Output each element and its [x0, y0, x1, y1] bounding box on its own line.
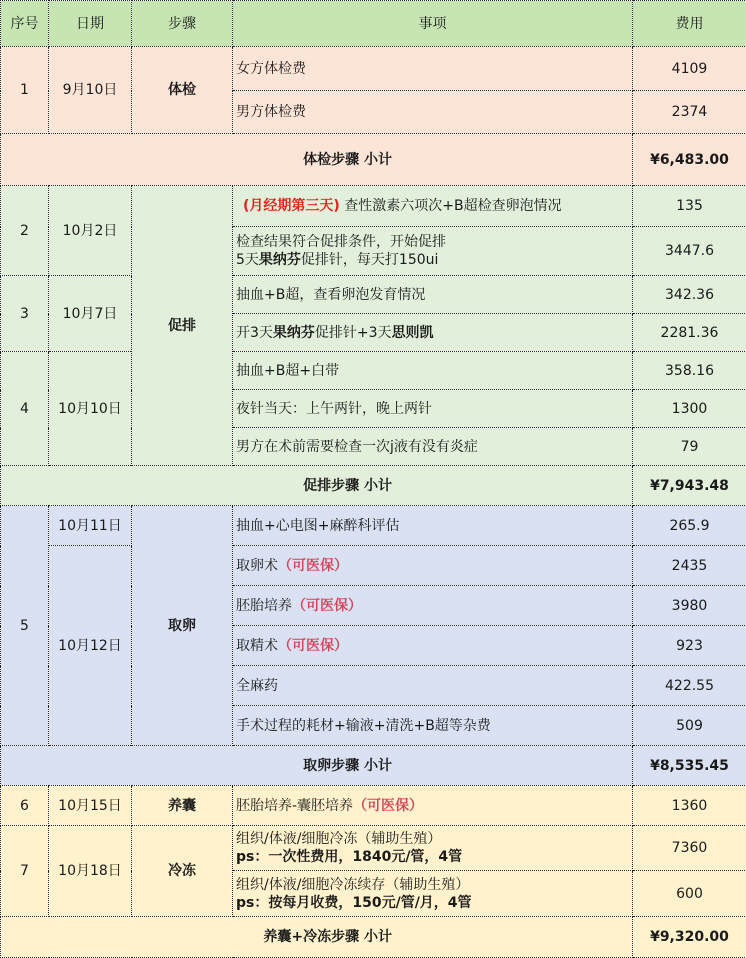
- cost-cell[interactable]: 422.55: [633, 666, 746, 706]
- subtotal-value[interactable]: ¥9,320.00: [633, 917, 746, 958]
- subtotal-label[interactable]: 养囊+冷冻步骤 小计: [1, 917, 633, 958]
- header-row: [1, 1, 746, 47]
- insurance-tag: （可医保）: [278, 637, 348, 654]
- date-cell[interactable]: 10月11日: [49, 506, 132, 546]
- cost-cell[interactable]: 3447.6: [633, 227, 746, 276]
- item-cell[interactable]: 胚胎培养-囊胚培养（可医保）: [233, 786, 633, 826]
- step-cell[interactable]: 促排: [132, 186, 233, 466]
- item-cell[interactable]: 手术过程的耗材+输液+清洗+B超等杂费: [233, 706, 633, 746]
- item-cell[interactable]: 抽血+心电图+麻醉科评估: [233, 506, 633, 546]
- subtotal-value[interactable]: ¥7,943.48: [633, 466, 746, 506]
- item-cell[interactable]: 检查结果符合促排条件，开始促排 5天果纳芬促排针，每天打150ui: [233, 227, 633, 276]
- cost-cell[interactable]: 1300: [633, 390, 746, 428]
- table-row: [1, 47, 746, 91]
- cost-cell[interactable]: 358.16: [633, 352, 746, 390]
- seq-cell[interactable]: 6: [1, 786, 49, 826]
- menstrual-note: (月经期第三天): [243, 198, 340, 214]
- subtotal-row: [1, 466, 746, 506]
- table-row: [1, 546, 746, 586]
- table-row: [1, 786, 746, 826]
- cost-cell[interactable]: 135: [633, 186, 746, 227]
- item-cell[interactable]: 组织/体液/细胞冷冻续存（辅助生殖） ps：按每月收费，150元/管/月，4管: [233, 871, 633, 917]
- seq-cell[interactable]: 1: [1, 47, 49, 134]
- item-cell[interactable]: (月经期第三天) 查性激素六项次+B超检查卵泡情况: [233, 186, 633, 227]
- item-cell[interactable]: 抽血+B超，查看卵泡发育情况: [233, 276, 633, 314]
- item-cell[interactable]: 女方体检费: [233, 47, 633, 91]
- cost-cell[interactable]: 600: [633, 871, 746, 917]
- item-cell[interactable]: 全麻药: [233, 666, 633, 706]
- cost-cell[interactable]: 265.9: [633, 506, 746, 546]
- step-cell[interactable]: 体检: [132, 47, 233, 134]
- date-cell[interactable]: 10月7日: [49, 276, 132, 352]
- seq-cell[interactable]: 5: [1, 506, 49, 746]
- step-cell[interactable]: 养囊: [132, 786, 233, 826]
- cost-cell[interactable]: 342.36: [633, 276, 746, 314]
- date-cell[interactable]: 10月12日: [49, 546, 132, 746]
- insurance-tag: （可医保）: [353, 797, 424, 814]
- table-row: [1, 826, 746, 871]
- header-cost[interactable]: 费用: [633, 1, 746, 47]
- cost-cell[interactable]: 1360: [633, 786, 746, 826]
- item-cell[interactable]: 夜针当天：上午两针，晚上两针: [233, 390, 633, 428]
- item-cell[interactable]: 胚胎培养（可医保）: [233, 586, 633, 626]
- table-row: [1, 352, 746, 390]
- table-row: [1, 276, 746, 314]
- header-step[interactable]: 步骤: [132, 1, 233, 47]
- subtotal-label[interactable]: 促排步骤 小计: [1, 466, 633, 506]
- item-cell[interactable]: 取精术（可医保）: [233, 626, 633, 666]
- date-cell[interactable]: 10月18日: [49, 826, 132, 917]
- date-cell[interactable]: 10月15日: [49, 786, 132, 826]
- item-cell[interactable]: 开3天果纳芬促排针+3天思则凯: [233, 314, 633, 352]
- item-cell[interactable]: 男方体检费: [233, 91, 633, 134]
- step-cell[interactable]: 取卵: [132, 506, 233, 746]
- subtotal-label[interactable]: 取卵步骤 小计: [1, 746, 633, 786]
- date-cell[interactable]: 10月2日: [49, 186, 132, 276]
- cost-cell[interactable]: 3980: [633, 586, 746, 626]
- subtotal-value[interactable]: ¥6,483.00: [633, 134, 746, 186]
- header-seq[interactable]: 序号: [1, 1, 49, 47]
- item-cell[interactable]: 抽血+B超+白带: [233, 352, 633, 390]
- subtotal-row: [1, 917, 746, 958]
- subtotal-row: [1, 746, 746, 786]
- cost-cell[interactable]: 2281.36: [633, 314, 746, 352]
- table-row: [1, 186, 746, 227]
- seq-cell[interactable]: 7: [1, 826, 49, 917]
- cost-cell[interactable]: 2435: [633, 546, 746, 586]
- header-date[interactable]: 日期: [49, 1, 132, 47]
- cost-cell[interactable]: 79: [633, 428, 746, 466]
- header-item[interactable]: 事项: [233, 1, 633, 47]
- date-cell[interactable]: 10月10日: [49, 352, 132, 466]
- cost-cell[interactable]: 509: [633, 706, 746, 746]
- item-cell[interactable]: 男方在术前需要检查一次j液有没有炎症: [233, 428, 633, 466]
- insurance-tag: （可医保）: [278, 557, 348, 574]
- cost-cell[interactable]: 923: [633, 626, 746, 666]
- item-cell[interactable]: 取卵术（可医保）: [233, 546, 633, 586]
- subtotal-row: [1, 134, 746, 186]
- cost-cell[interactable]: 2374: [633, 91, 746, 134]
- step-cell[interactable]: 冷冻: [132, 826, 233, 917]
- cost-cell[interactable]: 7360: [633, 826, 746, 871]
- seq-cell[interactable]: 2: [1, 186, 49, 276]
- seq-cell[interactable]: 4: [1, 352, 49, 466]
- insurance-tag: （可医保）: [292, 597, 362, 614]
- date-cell[interactable]: 9月10日: [49, 47, 132, 134]
- cost-cell[interactable]: 4109: [633, 47, 746, 91]
- item-cell[interactable]: 组织/体液/细胞冷冻（辅助生殖） ps：一次性费用，1840元/管，4管: [233, 826, 633, 871]
- subtotal-value[interactable]: ¥8,535.45: [633, 746, 746, 786]
- subtotal-label[interactable]: 体检步骤 小计: [1, 134, 633, 186]
- table-row: [1, 506, 746, 546]
- seq-cell[interactable]: 3: [1, 276, 49, 352]
